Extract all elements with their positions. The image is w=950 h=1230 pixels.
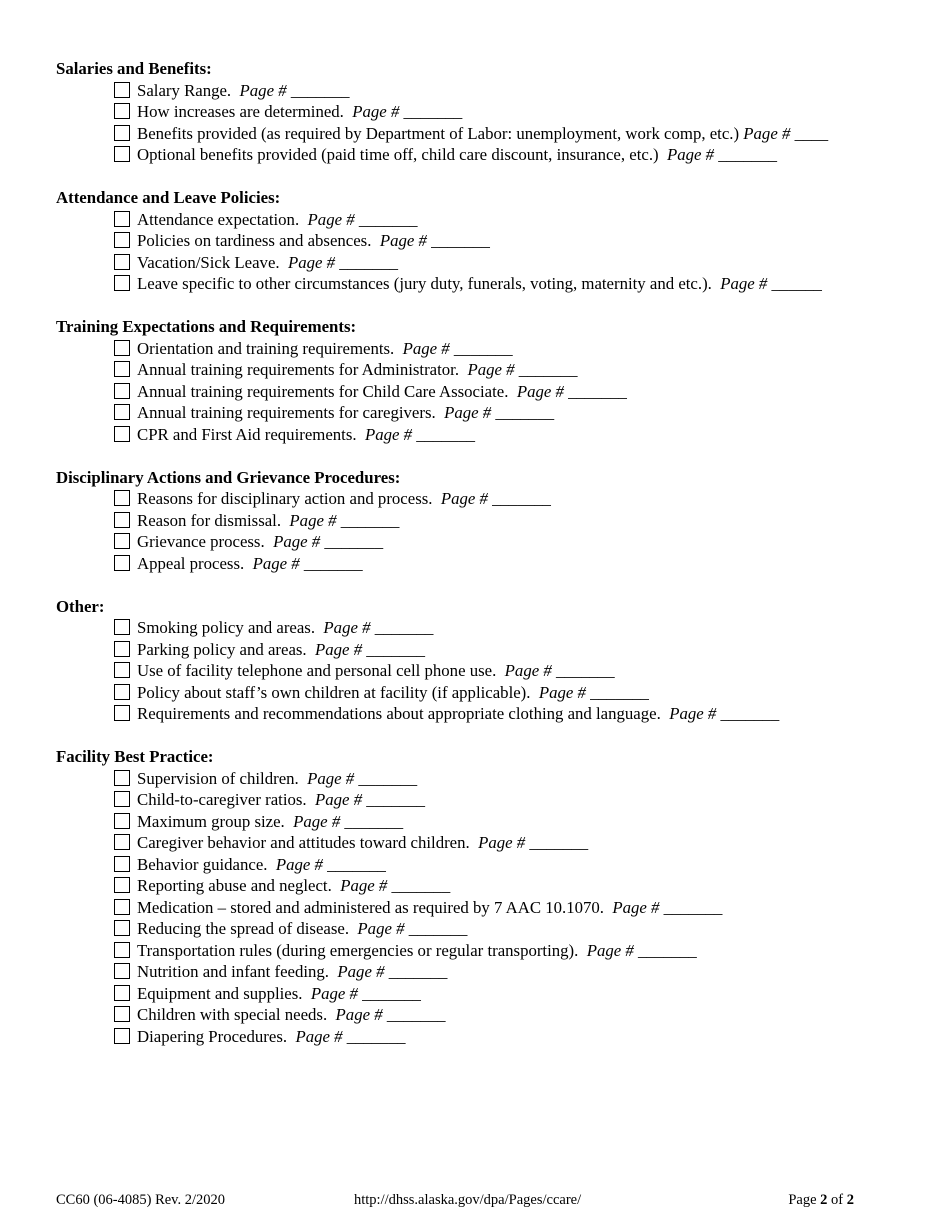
checklist-item <box>56 381 936 403</box>
checklist-item <box>56 983 936 1005</box>
checklist-item <box>56 875 936 897</box>
checklist-item <box>56 789 936 811</box>
checkbox[interactable] <box>114 211 130 227</box>
page-label: Page # <box>307 209 355 229</box>
checklist-document <box>56 58 936 1069</box>
item-text: How increases are determined. <box>137 102 344 121</box>
item-text: Attendance expectation. <box>137 209 300 229</box>
page-label: Page # <box>538 682 586 702</box>
checkbox[interactable] <box>114 985 130 1001</box>
item-text: Annual training requirements for Child Care Associate. <box>137 381 509 401</box>
checkbox[interactable] <box>114 490 130 506</box>
page-blank[interactable]: _______ <box>495 403 555 422</box>
checkbox[interactable] <box>114 512 130 528</box>
item-text: Vacation/Sick Leave. <box>137 252 280 272</box>
item-separator <box>265 532 273 551</box>
checkbox[interactable] <box>114 340 130 356</box>
checklist-item <box>56 359 936 381</box>
section-title: Disciplinary Actions and Grievance Procedures: <box>56 467 401 487</box>
item-text: Equipment and supplies. <box>137 983 303 1003</box>
checklist-section <box>56 58 936 166</box>
item-text: Benefits provided (as required by Department of Labor: unemployment, work comp, etc.) <box>137 123 740 143</box>
checklist-item <box>56 101 936 123</box>
checkbox[interactable] <box>114 619 130 635</box>
form-id: CC60 (06-4085) Rev. 2/2020 <box>56 1192 226 1208</box>
checklist-item <box>56 811 936 833</box>
item-text: Leave specific to other circumstances (jury duty, funerals, voting, maternity and etc.). <box>137 274 712 293</box>
page-blank[interactable]: _______ <box>555 661 615 680</box>
checkbox[interactable] <box>114 275 130 291</box>
page-sep: of <box>827 1192 847 1208</box>
page-label: Page # <box>402 338 450 358</box>
page-label: Page # <box>307 768 355 788</box>
checkbox[interactable] <box>114 426 130 442</box>
checklist-item <box>56 123 936 145</box>
checkbox[interactable] <box>114 942 130 958</box>
page-blank[interactable]: _______ <box>388 962 448 981</box>
page-label: Page # <box>440 489 488 508</box>
checklist-item <box>56 854 936 876</box>
checklist-item <box>56 144 936 166</box>
page-label: Page # <box>379 231 427 250</box>
page-label: Page # <box>335 1005 383 1024</box>
checklist-item <box>56 1004 936 1026</box>
page-blank[interactable]: _______ <box>358 768 418 788</box>
item-text: Policy about staff’s own children at facility (if applicable). <box>137 682 531 702</box>
page-blank[interactable]: _______ <box>638 940 697 960</box>
item-text: Use of facility telephone and personal cell phone use. <box>137 661 497 680</box>
page-label: Page # <box>239 80 287 100</box>
checklist-item <box>56 80 936 102</box>
page-blank[interactable]: _______ <box>366 639 426 659</box>
page-blank[interactable]: _______ <box>339 252 398 272</box>
item-separator <box>661 704 669 723</box>
checkbox[interactable] <box>114 103 130 119</box>
item-separator <box>307 790 315 809</box>
checklist-item <box>56 832 936 854</box>
item-text: Smoking policy and areas. <box>137 618 316 637</box>
item-text: Transportation rules (during emergencies or regular transporting). <box>137 940 579 960</box>
checkbox[interactable] <box>114 254 130 270</box>
page-blank[interactable]: _______ <box>362 983 421 1003</box>
item-text: Optional benefits provided (paid time off, child care discount, insurance, etc.) <box>137 145 659 164</box>
page-blank[interactable]: _______ <box>374 618 434 637</box>
checklist-item <box>56 209 936 231</box>
item-separator <box>231 81 239 100</box>
item-separator <box>332 876 340 895</box>
checkbox[interactable] <box>114 899 130 915</box>
item-separator <box>496 661 504 680</box>
checkbox[interactable] <box>114 232 130 248</box>
checkbox[interactable] <box>114 813 130 829</box>
item-separator <box>285 812 293 831</box>
page-label: Page # <box>273 532 321 551</box>
page-blank[interactable]: _______ <box>366 790 426 809</box>
checklist-item <box>56 273 936 295</box>
page-blank[interactable]: _______ <box>529 833 589 852</box>
page-blank[interactable]: ______ <box>771 274 822 293</box>
item-text: Supervision of children. <box>137 768 299 788</box>
checklist-section <box>56 596 936 725</box>
page-label: Page # <box>310 983 358 1003</box>
page-blank[interactable]: _______ <box>358 209 418 229</box>
item-text: Children with special needs. <box>137 1005 328 1024</box>
checklist-item <box>56 703 936 725</box>
section-title: Facility Best Practice: <box>56 747 214 766</box>
page-blank[interactable]: _______ <box>346 1026 406 1046</box>
page-label: Page # <box>289 510 337 530</box>
item-separator <box>712 274 720 293</box>
item-text: Child-to-caregiver ratios. <box>137 790 307 809</box>
page-label: Page # <box>586 940 634 960</box>
page-label: Page # <box>467 360 515 379</box>
page-blank[interactable]: _______ <box>720 704 780 723</box>
item-separator <box>299 210 307 229</box>
page-label: Page # <box>337 962 385 981</box>
page-blank[interactable]: _______ <box>340 510 400 530</box>
page-label: Page # <box>444 403 492 422</box>
page-label: Page # <box>516 381 564 401</box>
checkbox[interactable] <box>114 877 130 893</box>
item-text: Salary Range. <box>137 80 232 100</box>
item-separator <box>508 382 516 401</box>
checklist-item <box>56 682 936 704</box>
checkbox[interactable] <box>114 856 130 872</box>
item-text: Nutrition and infant feeding. <box>137 962 330 981</box>
checkbox[interactable] <box>114 641 130 657</box>
page-label: Page # <box>315 790 363 809</box>
item-separator <box>302 984 310 1003</box>
page-label: Page # <box>364 424 413 444</box>
item-text: Parking policy and areas. <box>137 639 307 659</box>
item-separator <box>357 425 365 444</box>
checklist-item <box>56 553 936 575</box>
checkbox[interactable] <box>114 920 130 936</box>
page-total: 2 <box>846 1192 854 1208</box>
page-label: Page # <box>293 811 341 831</box>
item-separator <box>299 769 307 788</box>
checkbox[interactable] <box>114 555 130 571</box>
checkbox[interactable] <box>114 705 130 721</box>
item-text: Diapering Procedures. <box>137 1026 288 1046</box>
checkbox[interactable] <box>114 361 130 377</box>
page-current: 2 <box>820 1192 828 1208</box>
page-label: Page # <box>720 274 768 293</box>
checklist-item <box>56 768 936 790</box>
page-blank[interactable]: _______ <box>324 532 384 551</box>
page-label: Page # <box>287 252 336 272</box>
item-separator <box>578 941 586 960</box>
checkbox[interactable] <box>114 125 130 141</box>
checklist-item <box>56 940 936 962</box>
item-text: Orientation and training requirements. <box>137 338 395 358</box>
page-blank[interactable]: ____ <box>794 123 829 143</box>
checkbox[interactable] <box>114 82 130 98</box>
checkbox[interactable] <box>114 146 130 162</box>
page-label: Page # <box>357 919 405 938</box>
checklist-item <box>56 402 936 424</box>
item-separator <box>344 102 352 121</box>
page-blank[interactable]: _______ <box>391 876 451 895</box>
checklist-item <box>56 252 936 274</box>
page-label: Page # <box>743 123 791 143</box>
checklist-item <box>56 488 936 510</box>
checklist-item <box>56 424 936 446</box>
section-title: Attendance and Leave Policies: <box>56 188 281 207</box>
page-blank[interactable]: _______ <box>403 102 463 121</box>
checkbox[interactable] <box>114 1028 130 1044</box>
page-label: Page # <box>323 618 371 637</box>
page-label: Page # <box>667 145 715 164</box>
item-text: Caregiver behavior and attitudes toward children. <box>137 833 470 852</box>
item-text: Requirements and recommendations about appropriate clothing and language. <box>137 704 661 723</box>
footer-url[interactable]: http://dhss.alaska.gov/dpa/Pages/ccare/ <box>354 1192 582 1208</box>
item-text: Grievance process. <box>137 532 265 551</box>
item-text: Annual training requirements for caregivers. <box>137 403 436 422</box>
item-separator <box>244 554 252 573</box>
page-blank[interactable]: _______ <box>492 489 551 508</box>
page-blank[interactable]: _______ <box>290 80 350 100</box>
page-blank[interactable]: _______ <box>344 811 404 831</box>
item-text: Reasons for disciplinary action and process. <box>137 489 433 508</box>
page-label: Page # <box>352 102 400 121</box>
item-separator <box>436 403 444 422</box>
item-separator <box>432 489 440 508</box>
page-label: Page # <box>340 876 388 895</box>
checkbox[interactable] <box>114 1006 130 1022</box>
checklist-item <box>56 510 936 532</box>
checklist-section <box>56 187 936 295</box>
item-separator <box>327 1005 335 1024</box>
checkbox[interactable] <box>114 770 130 786</box>
page-blank[interactable]: _______ <box>718 145 778 164</box>
page-blank[interactable]: _______ <box>568 381 627 401</box>
page-number <box>788 1190 854 1210</box>
item-text: Medication – stored and administered as required by 7 AAC 10.1070. <box>137 897 604 917</box>
checklist-item <box>56 918 936 940</box>
item-separator <box>530 683 538 702</box>
item-separator <box>394 339 402 358</box>
page-blank[interactable]: _______ <box>327 854 386 874</box>
item-text: Annual training requirements for Administrator. <box>137 360 460 379</box>
item-separator <box>659 145 667 164</box>
checklist-section <box>56 467 936 575</box>
page-blank[interactable]: _______ <box>431 231 490 250</box>
checklist-item <box>56 617 936 639</box>
item-text: Reason for dismissal. <box>137 510 282 530</box>
checkbox[interactable] <box>114 404 130 420</box>
page-footer <box>56 1190 854 1210</box>
checkbox[interactable] <box>114 963 130 979</box>
page-blank[interactable]: _______ <box>408 919 468 938</box>
page-blank[interactable]: _______ <box>386 1005 446 1024</box>
item-separator <box>280 253 288 272</box>
item-text: Maximum group size. <box>137 811 285 831</box>
page-blank[interactable]: _______ <box>416 424 475 444</box>
page-blank[interactable]: _______ <box>590 682 649 702</box>
checklist-item <box>56 639 936 661</box>
item-separator <box>307 640 315 659</box>
item-separator <box>470 833 478 852</box>
section-title: Training Expectations and Requirements: <box>56 317 357 336</box>
page-blank[interactable]: _______ <box>663 897 723 917</box>
checklist-item <box>56 531 936 553</box>
checklist-item <box>56 230 936 252</box>
item-text: Reporting abuse and neglect. <box>137 876 332 895</box>
page-label: Page # <box>504 661 552 680</box>
page-label: Page # <box>252 553 300 573</box>
checkbox[interactable] <box>114 834 130 850</box>
page-prefix: Page <box>788 1192 821 1208</box>
checkbox[interactable] <box>114 533 130 549</box>
checkbox[interactable] <box>114 684 130 700</box>
page-blank[interactable]: _______ <box>303 553 363 573</box>
page-label: Page # <box>612 897 660 917</box>
page-blank[interactable]: _______ <box>453 338 513 358</box>
page-label: Page # <box>275 854 323 874</box>
item-separator <box>371 231 379 250</box>
item-text: Policies on tardiness and absences. <box>137 231 372 250</box>
checkbox[interactable] <box>114 383 130 399</box>
section-title: Other: <box>56 596 105 616</box>
checklist-section <box>56 746 936 1047</box>
checkbox[interactable] <box>114 662 130 678</box>
item-separator <box>267 855 275 874</box>
checkbox[interactable] <box>114 791 130 807</box>
checklist-item <box>56 338 936 360</box>
item-text: Reducing the spread of disease. <box>137 919 350 938</box>
checklist-item <box>56 897 936 919</box>
page-label: Page # <box>315 639 363 659</box>
item-text: Behavior guidance. <box>137 854 268 874</box>
item-text: CPR and First Aid requirements. <box>137 424 357 444</box>
item-text: Appeal process. <box>137 553 245 573</box>
checklist-item <box>56 961 936 983</box>
page-blank[interactable]: _______ <box>518 360 578 379</box>
page-label: Page # <box>478 833 526 852</box>
checklist-item <box>56 660 936 682</box>
checklist-section <box>56 316 936 445</box>
page-label: Page # <box>295 1026 343 1046</box>
page-label: Page # <box>669 704 717 723</box>
checklist-item <box>56 1026 936 1048</box>
section-title: Salaries and Benefits: <box>56 59 212 78</box>
